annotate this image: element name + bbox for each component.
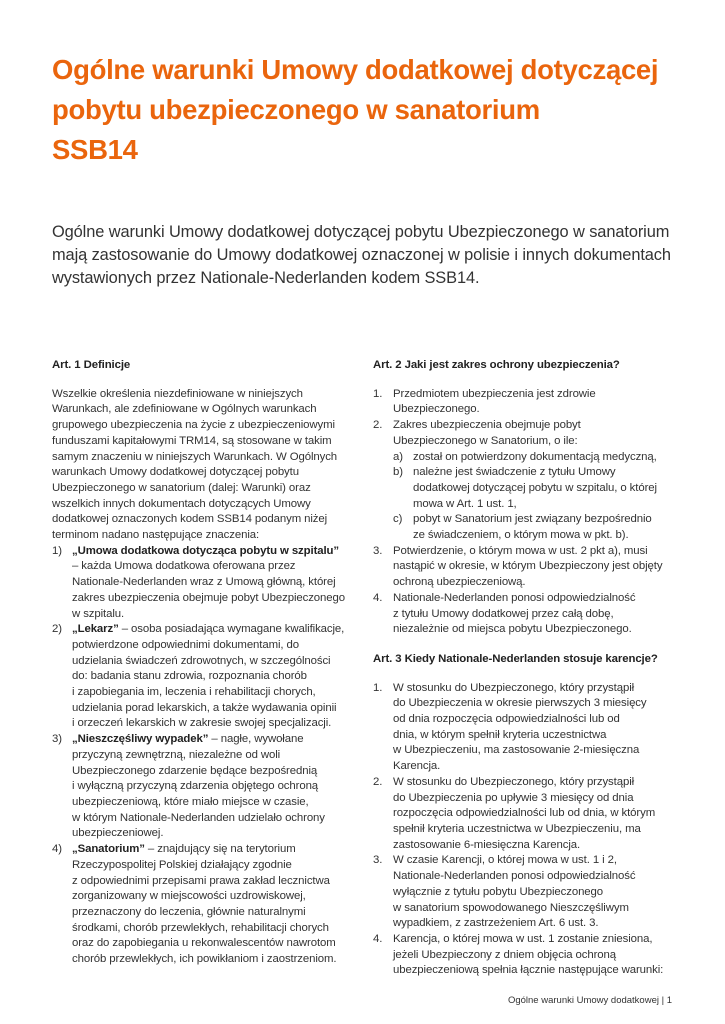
item-text: należne jest świadczenie z tytułu Umowy dodatkowej dotyczącej pobytu w szpitalu, o której mowa w Art. 1 ust. 1, [413, 466, 657, 510]
item-number: 4) [52, 843, 62, 856]
definition-item [52, 544, 364, 623]
item-text: pobyt w Sanatorium jest związany bezpośrednio ze świadczeniem, o którym mowa w pkt. b). [413, 513, 652, 542]
definition-term: „Nieszczęśliwy wypadek” [72, 733, 209, 746]
left-column [52, 358, 364, 968]
list-item [373, 544, 703, 591]
definition-term: „Umowa dodatkowa dotycząca pobytu w szpitalu” [72, 544, 340, 557]
art1-paragraph: Wszelkie określenia niezdefiniowane w niniejszych Warunkach, ale zdefiniowane w Ogólnych warunkach grupowego ubezpieczenia na życie z ubezpieczeniowymi funduszami kapitałowymi TRM14, są stosowane w takim samym znaczeniu w niniejszych Warunkach. W Ogólnych warunkach Umowy dodatkowej dotyczącej pobytu Ubezpieczonego w sanatorium (dalej: Warunki) oraz wszelkich innych dokumentach dotyczących Umowy dodatkowej oznaczonych kodem SSB14 podanym niżej terminom nadano następujące znaczenia: [52, 387, 338, 542]
item-number: 2. [373, 775, 383, 788]
item-text: W czasie Karencji, o której mowa w ust. 1 i 2, Nationale-Nederlanden ponosi odpowiedzialność wyłącznie z tytułu pobytu Ubezpieczonego w sanatorium spowodowanego Nieszczęśliwym wypadkiem, z zastrzeżeniem Art. 6 ust. 3. [393, 854, 636, 930]
item-number: 3) [52, 733, 62, 746]
item-text: Karencja, o której mowa w ust. 1 zostanie zniesiona, jeżeli Ubezpieczony z dniem objęcia ochroną ubezpieczeniową spełnia łącznie następujące warunki: [393, 932, 664, 977]
art2-heading: Art. 2 Jaki jest zakres ochrony ubezpieczenia? [373, 359, 620, 371]
sub-item [373, 512, 703, 543]
definition-text: – nagłe, wywołane przyczyną zewnętrzną, niezależne od woli Ubezpieczonego zdarzenie będące bezpośrednią i wyłączną przyczyną zdarzenia objętego ochroną ubezpieczeniową, które miało miejsce w czasie, w którym Nationale-Nederlanden udzielało ochrony ubezpieczeniowej. [72, 733, 325, 840]
item-text: W stosunku do Ubezpieczonego, który przystąpił do Ubezpieczenia w okresie pierwszych 3 miesięcy od dnia rozpoczęcia odpowiedzialności lub od dnia, w którym spełnił kryteria uczestnictwa w Ubezpieczeniu, ma zastosowanie 2-miesięczna Karencja. [393, 681, 647, 773]
definition-text: – każda Umowa dodatkowa oferowana przez Nationale-Nederlanden wraz z Umową główną, której zakres ubezpieczenia obejmuje pobyt Ubezpieczonego w szpitalu. [72, 560, 345, 620]
item-number: 1. [373, 681, 383, 694]
page-footer: Ogólne warunki Umowy dodatkowej | 1 [507, 995, 672, 1006]
definition-term: „Lekarz” [72, 623, 119, 636]
definition-term: „Sanatorium” [72, 843, 145, 856]
item-text: Przedmiotem ubezpieczenia jest zdrowie Ubezpieczonego. [393, 387, 596, 416]
list-item [373, 681, 703, 775]
item-letter: b) [393, 466, 403, 479]
item-number: 2. [373, 419, 383, 432]
item-number: 4. [373, 932, 383, 945]
item-text: został on potwierdzony dokumentacją medyczną, [413, 450, 657, 463]
sub-item [373, 465, 703, 512]
item-text: Potwierdzenie, o którym mowa w ust. 2 pkt a), musi nastąpić w okresie, w którym Ubezpieczony jest objęty ochroną ubezpieczeniową. [393, 544, 663, 589]
item-number: 3. [373, 544, 383, 557]
item-letter: a) [393, 450, 403, 463]
list-item [373, 418, 703, 449]
list-item [373, 591, 703, 638]
definition-item [52, 622, 364, 732]
definition-item [52, 842, 364, 968]
item-text: Zakres ubezpieczenia obejmuje pobyt Ubezpieczonego w Sanatorium, o ile: [393, 419, 581, 447]
list-item [373, 932, 703, 979]
item-text: W stosunku do Ubezpieczonego, który przystąpił do Ubezpieczenia po upływie 3 miesięcy od dnia rozpoczęcia odpowiedzialności lub od dnia, w którym spełnił kryteria uczestnictwa w Ubezpieczeniu, ma zastosowanie 6-miesięczna Karencja. [393, 775, 656, 851]
sub-item [373, 450, 703, 466]
item-number: 2) [52, 623, 62, 636]
item-number: 3. [373, 854, 383, 867]
art3-heading: Art. 3 Kiedy Nationale-Nederlanden stosuje karencje? [373, 652, 658, 665]
definition-item [52, 732, 364, 842]
item-text: Nationale-Nederlanden ponosi odpowiedzialność z tytułu Umowy dodatkowej przez całą dobę, niezależnie od miejsca pobytu Ubezpieczonego. [393, 591, 636, 636]
intro-paragraph: Ogólne warunki Umowy dodatkowej dotyczącej pobytu Ubezpieczonego w sanatorium mają zastosowanie do Umowy dodatkowej oznaczonej w polisie i innych dokumentach wystawionych przez Nationale-Nederlanden kodem SSB14. [52, 223, 671, 287]
art1-heading: Art. 1 Definicje [52, 359, 131, 371]
definition-text: – znajdujący się na terytorium Rzeczypospolitej Polskiej działający zgodnie z odpowiednimi przepisami prawa zakład lecznictwa zorganizowany w miejscowości uzdrowiskowej, przeznaczony do leczenia, głównie naturalnymi środkami, chorób przewlekłych, rehabilitacji chorych oraz do zapobiegania u rekonwalescentów nawrotom chorób przewlekłych, ich powikłaniom i zaostrzeniom. [72, 843, 337, 966]
list-item [373, 387, 703, 418]
item-number: 4. [373, 591, 383, 604]
definition-text: – osoba posiadająca wymagane kwalifikacje, potwierdzone odpowiednimi dokumentami, do udzielania świadczeń zdrowotnych, w szczególności do: badania stanu zdrowia, rozpoznania chorób i zapobiegania im, leczenia i rehabilitacji chorych, udzielania porad lekarskich, a także wydawania opinii i orzeczeń lekarskich w zakresie swojej specjalizacji. [72, 623, 345, 730]
item-letter: c) [393, 513, 403, 526]
list-item [373, 853, 703, 932]
right-column [373, 358, 703, 979]
item-number: 1. [373, 387, 383, 400]
item-number: 1) [52, 544, 62, 557]
list-item [373, 775, 703, 854]
section-gap [373, 638, 703, 652]
document-title: Ogólne warunki Umowy dodatkowej dotyczącej pobytu ubezpieczonego w sanatorium SSB14 [52, 54, 659, 165]
